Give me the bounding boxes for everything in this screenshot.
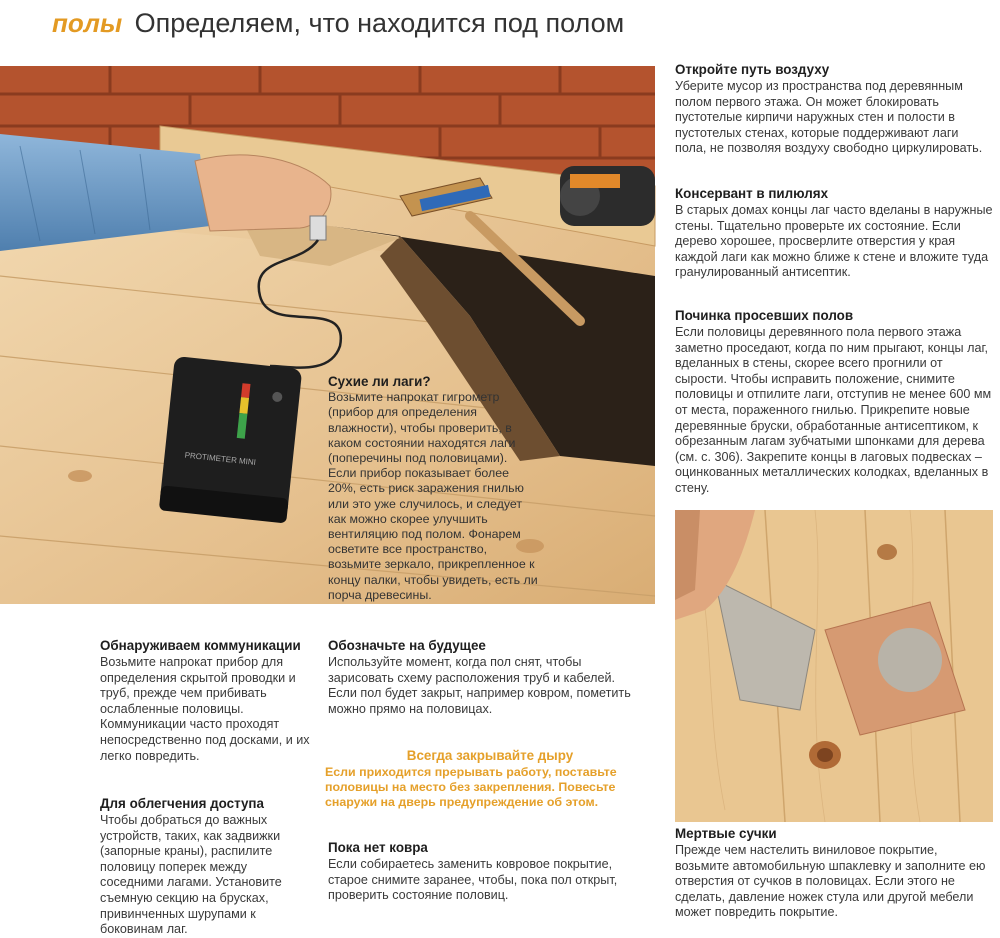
photo-caption [328,374,538,603]
right-block-2-text: В старых домах концы лаг часто вделаны в наружные стены. Тщательно проверьте их состояние. Если дерево хорошее, просверлите отверстия у края каждой лаги как можно ближе к стене и вложите туда гранулированный антисептик. [675,203,993,280]
page-header [52,8,624,48]
caption-title: Сухие ли лаги? [328,374,431,389]
knots-caption-text: Прежде чем настелить виниловое покрытие, возьмите автомобильную шпаклевку и заполните ею отверстия от сучков в половицах. Если этого не сделать, давление ножек стула или другой мебели может повредить покрытие. [675,843,986,920]
knots-caption [675,826,993,921]
knots-caption-title: Мертвые сучки [675,826,777,841]
middle-block-2 [328,840,646,904]
left-block-1 [100,638,310,764]
section-label: полы [52,8,123,38]
right-block-2 [675,186,993,281]
middle-block-1-text: Используйте момент, когда пол снят, чтобы зарисовать схему расположения труб и кабелей. Если пол будет закрыт, например ковром, пометить можно прямо на половицах. [328,655,631,716]
left-block-2 [100,796,310,938]
page-title: Определяем, что находится под полом [134,8,625,38]
middle-block-1-title: Обозначьте на будущее [328,638,486,653]
callout-box [325,748,655,811]
left-block-2-text: Чтобы добраться до важных устройств, таких, как задвижки (запорные краны), распилите половицу поперек между соседними лагами. Установите съемную секцию на брусках, привинченных шурупами к боковинам лаг. [100,813,282,937]
middle-block-2-title: Пока нет ковра [328,840,428,855]
callout-title: Всегда закрывайте дыру [406,748,574,763]
right-block-1 [675,62,993,157]
middle-block-1 [328,638,646,717]
right-block-1-title: Откройте путь воздуху [675,62,830,77]
middle-block-2-text: Если собираетесь заменить ковровое покрытие, старое снимите заранее, чтобы, пока пол открыт, проверить состояние половиц. [328,857,618,903]
right-block-3-title: Починка просевших полов [675,308,854,323]
left-block-1-text: Возьмите напрокат прибор для определения скрытой проводки и труб, прежде чем прибивать ослабленные половицы. Коммуникации часто проходят непосредственно под досками, и их легко повредить. [100,655,310,763]
right-block-3-text: Если половицы деревянного пола первого этажа заметно проседают, когда по ним прыгают, концы лаг, вделанных в стены, скорее всего прогнили от сырости. Чтобы исправить положение, снимите половицы и отпилите лаги, отступив не менее 600 мм от места, пораженного гнилью. Прикрепите новые деревянные бруски, обработанные антисептиком, к обрезанным лагам зубчатыми шпонками для дерева (см. с. 306). Закрепите концы в лаговых подвесках – оцинкованных металлических колодках, вделанных в стену. [675,325,992,495]
callout-text: Если приходится прерывать работу, поставьте половицы на место без закрепления. Повесьте снаружи на дверь предупреждение об этом. [325,765,617,810]
knots-photo [675,510,993,822]
right-block-2-title: Консервант в пилюлях [675,186,829,201]
left-block-2-title: Для облегчения доступа [100,796,264,811]
left-block-1-title: Обнаруживаем коммуникации [100,638,301,653]
caption-text: Возьмите напрокат гигрометр (прибор для определения влажности), чтобы проверить, в каком состоянии находятся лаги (поперечины под половицами). Если прибор показывает более 20%, есть риск заражения гнилью или это уже случилось, и следует как можно скорее улучшить вентиляцию под полом. Фонарем осветите все пространство, возьмите зеркало, прикрепленное к концу палки, чтобы увидеть, есть ли порча древесины. [328,390,538,602]
meter-brand-label: PROTIMETER MINI [184,450,257,468]
right-block-1-text: Уберите мусор из пространства под деревянным полом первого этажа. Он может блокировать пустотелые кирпичи наружных стен и полости в пустотелых стенах, которые поддерживают лаги пола, не позволяя воздуху свободно циркулировать. [675,79,983,156]
knot-filling-illustration [675,510,993,822]
right-block-3 [675,308,993,497]
